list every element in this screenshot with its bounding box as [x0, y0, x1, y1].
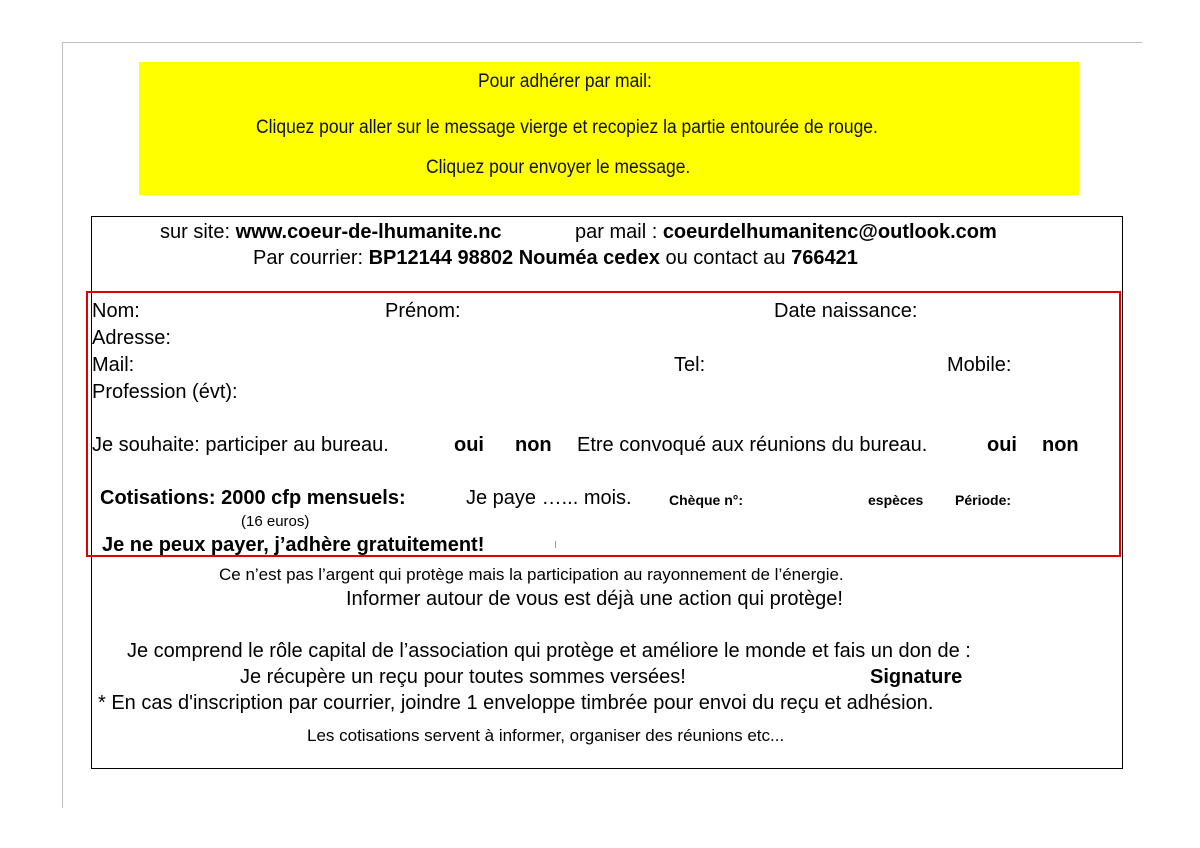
cotisations-purpose: Les cotisations servent à informer, organiser des réunions etc... [307, 726, 785, 745]
bureau-non-option[interactable]: non [515, 434, 552, 456]
contact-line-site [160, 221, 502, 244]
mail-registration-note: * En cas d'inscription par courrier, joindre 1 enveloppe timbrée pour envoi du reçu et adhésion. [98, 692, 934, 714]
email-link[interactable]: coeurdelhumanitenc@outlook.com [662, 221, 997, 243]
convoque-question: Etre convoqué aux réunions du bureau. [577, 434, 928, 456]
argent-statement: Ce n’est pas l’argent qui protège mais la participation au rayonnement de l’énergie. [219, 565, 844, 584]
email-instructions-banner [139, 62, 1079, 195]
bureau-question: Je souhaite: participer au bureau. [92, 434, 389, 456]
euros-equivalent: (16 euros) [241, 513, 310, 530]
contact-phone: 766421 [791, 247, 858, 269]
cotisations-label: Cotisations: 2000 cfp mensuels: [100, 487, 406, 509]
profession-label: Profession (évt): [92, 381, 238, 403]
mobile-label: Mobile: [947, 354, 1012, 376]
date-naissance-label: Date naissance: [774, 300, 918, 322]
signature-label: Signature [870, 666, 963, 688]
site-prefix: sur site: [160, 221, 236, 243]
page-border-left [62, 42, 63, 808]
adresse-label: Adresse: [92, 327, 171, 349]
contact-line-mail [575, 221, 997, 244]
send-message-link[interactable]: Cliquez pour envoyer le message. [426, 157, 691, 178]
bureau-oui-option[interactable]: oui [454, 434, 484, 456]
site-link[interactable]: www.coeur-de-lhumanite.nc [235, 221, 502, 243]
stray-mark [555, 541, 556, 548]
periode-label: Période: [955, 492, 1012, 508]
page-border-top [62, 42, 1142, 43]
free-membership-label: Je ne peux payer, j’adhère gratuitement! [102, 534, 485, 556]
mail-label: Mail: [92, 354, 135, 376]
convoque-oui-option[interactable]: oui [987, 434, 1017, 456]
receipt-statement: Je récupère un reçu pour toutes sommes versées! [240, 666, 686, 688]
informer-statement: Informer autour de vous est déjà une action qui protège! [346, 588, 843, 610]
nom-label: Nom: [92, 300, 140, 322]
post-prefix: Par courrier: [253, 247, 369, 269]
cheque-label: Chèque n°: [669, 492, 744, 508]
mail-prefix: par mail : [575, 221, 663, 243]
post-address: BP12144 98802 Nouméa cedex [368, 247, 660, 269]
convoque-non-option[interactable]: non [1042, 434, 1079, 456]
especes-label: espèces [868, 492, 924, 508]
tel-label: Tel: [674, 354, 706, 376]
contact-prefix: ou contact au [659, 247, 792, 269]
donation-statement: Je comprend le rôle capital de l’association qui protège et améliore le monde et fais un don de : [127, 640, 971, 662]
contact-line-post [253, 247, 858, 270]
open-blank-message-link[interactable]: Cliquez pour aller sur le message vierge et recopiez la partie entourée de rouge. [256, 117, 878, 138]
banner-title: Pour adhérer par mail: [478, 71, 652, 92]
prenom-label: Prénom: [385, 300, 461, 322]
je-paye-label: Je paye …... mois. [466, 487, 632, 509]
